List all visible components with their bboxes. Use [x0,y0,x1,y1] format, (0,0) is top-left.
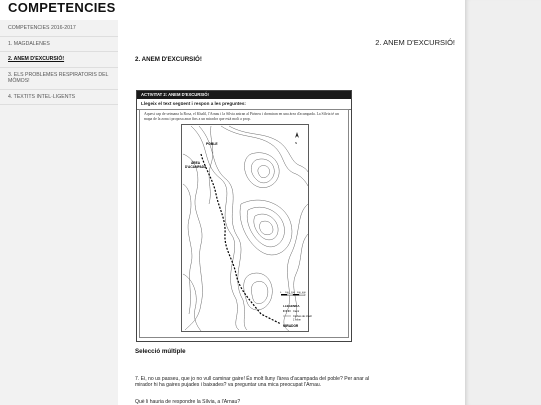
sidebar-nav [0,20,118,105]
subquestion-text: Què li hauria de respondre la Sílvia, a l'Arnau? [135,399,241,405]
site-title[interactable]: COMPETENCIES [8,0,116,15]
sidebar [0,20,118,405]
legend-contour-sublabel: 1 m/km [293,318,301,322]
legend-contour-label: Corbes de nivell [293,315,312,318]
scale-label-0: 0 [280,292,282,294]
page-heading: 2. ANEM D'EXCURSIÓ! [375,38,455,47]
activity-header: ACTIVITAT 2: ANEM D'EXCURSIÓ! [137,91,351,99]
right-gutter [465,0,541,405]
section-title: 2. ANEM D'EXCURSIÓ! [135,56,202,63]
sidebar-item-anem-excursio[interactable]: 2. ANEM D'EXCURSIÓ! [0,52,118,68]
question-text: 7. Ei, no us passeu, que jo no vull caminar gaire! És molt lluny l'àrea d'acampada del poble? Per anar al mirador hi ha gaires pujades i baixades? va preguntar una mica preocupat l'Arnau. [135,376,370,389]
sidebar-item-competencies[interactable]: COMPETENCIES 2016-2017 [0,20,118,37]
scale-label-300: 300 [297,292,301,294]
scale-label-400: 400 [302,292,306,294]
sidebar-item-problemes-respiratoris[interactable]: 3. ELS PROBLEMES RESPIRATORIS DEL MÒMOS! [0,68,118,90]
scale-label-100: 100 [285,292,289,294]
map-label-mirador: MIRADOR [283,324,299,328]
selection-title: Selecció múltiple [135,348,186,355]
activity-image [136,90,352,342]
north-label: N [295,141,298,145]
scale-label-200: 200 [291,292,295,294]
legend-path-label: Camí [293,310,300,313]
topographic-map [181,124,312,332]
sidebar-item-magdalenes[interactable]: 1. MAGDALENES [0,37,118,53]
map-label-poble: POBLE [206,142,218,146]
activity-box [139,109,349,338]
activity-text: Aquest cap de setmana la Rosa, el Khalil, l'Arnau i la Sílvia aniran al Pirineu i dormiran en una àrea d'acampada. La Sílvia té un mapa de la zona i proposa anar fins a un mirador que està molt a prop. [144,112,339,121]
map-label-acampada-line1: ÀREA [191,161,200,165]
sidebar-item-textits[interactable]: 4. TEXTITS INTEL·LIGENTS [0,90,118,106]
main-content [135,30,455,405]
map-label-acampada-line2: D'ACAMPADA [185,165,207,169]
activity-instruction: Llegeix el text següent i respon a les preguntes: [137,99,351,110]
legend-title: LLEGENDA [283,304,300,308]
